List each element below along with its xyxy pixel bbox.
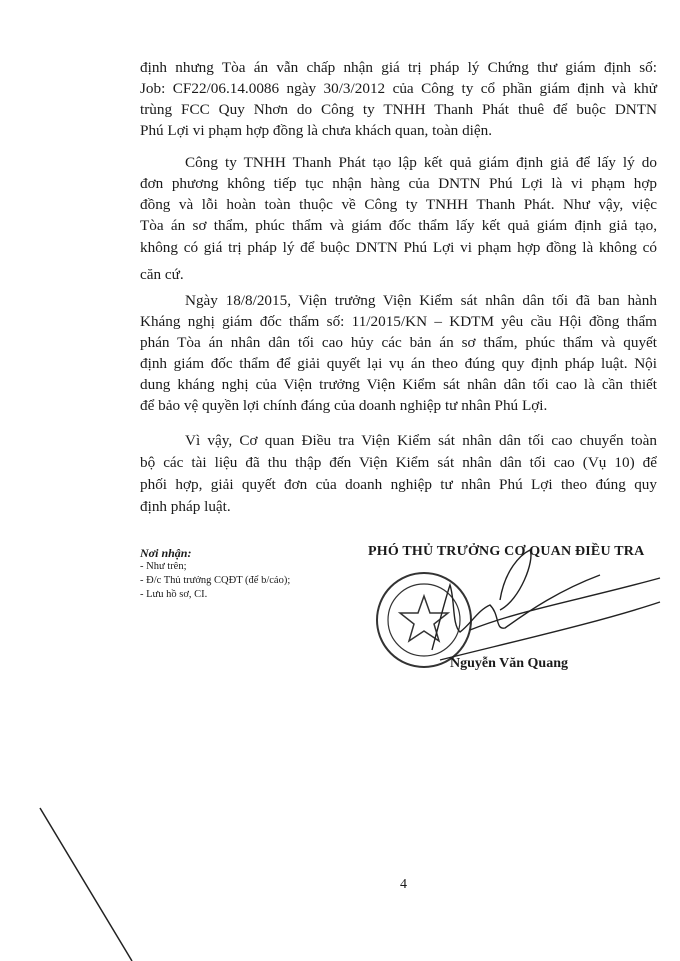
text-line: Công ty TNHH Thanh Phát tạo lập kết quả giám định giả để lấy lý do	[185, 154, 657, 171]
text-line: định nhưng Tòa án vẫn chấp nhận giá trị pháp lý Chứng thư giám định số:	[140, 59, 657, 76]
text-line: phán Tòa án nhân dân tối cao hủy các bản án sơ thẩm, phúc thẩm và quyết	[140, 334, 657, 351]
handwritten-signature	[432, 550, 660, 660]
recipient-item: - Lưu hồ sơ, CI.	[140, 589, 208, 600]
text-line: căn cứ.	[140, 266, 184, 283]
text-line: dung kháng nghị của Viện trưởng Viện Kiểm sát nhân dân tối cao là cần thiết	[140, 376, 657, 393]
text-line: bộ các tài liệu đã thu thập đến Viện Kiểm sát nhân dân tối cao (Vụ 10) để	[140, 454, 657, 471]
margin-diagonal-line	[40, 808, 132, 961]
text-line: Phú Lợi vi phạm hợp đồng là chưa khách quan, toàn diện.	[140, 122, 493, 139]
text-line: Vì vậy, Cơ quan Điều tra Viện Kiểm sát nhân dân tối cao chuyển toàn	[185, 432, 657, 449]
recipients-title: Nơi nhận:	[140, 546, 192, 560]
text-line: Job: CF22/06.14.0086 ngày 30/3/2012 của Công ty cổ phần giám định và khử	[140, 80, 657, 97]
official-stamp	[377, 573, 471, 667]
signer-name: Nguyễn Văn Quang	[450, 656, 569, 671]
recipient-item: - Đ/c Thủ trưởng CQĐT (để b/cáo);	[140, 575, 291, 586]
page-number: 4	[400, 877, 407, 892]
text-line: đồng và lỗi hoàn toàn thuộc về Công ty TNHH Thanh Phát. Như vậy, việc	[140, 196, 657, 213]
signer-title: PHÓ THỦ TRƯỞNG CƠ QUAN ĐIỀU TRA	[368, 544, 645, 559]
text-line: định pháp luật.	[140, 498, 231, 515]
recipient-item: - Như trên;	[140, 561, 187, 572]
text-line: để bảo vệ quyền lợi chính đáng của doanh nghiệp tư nhân Phú Lợi.	[140, 397, 548, 414]
text-line: phối hợp, giải quyết đơn của doanh nghiệp tư nhân Phú Lợi theo đúng quy	[140, 476, 657, 493]
text-line: Tòa án sơ thẩm, phúc thẩm và giám đốc thẩm lấy kết quả giám định giả tạo,	[140, 217, 657, 234]
text-line: định giám đốc thẩm để giải quyết lại vụ án theo đúng quy định pháp luật. Nội	[140, 355, 657, 372]
text-line: đơn phương không tiếp tục nhận hàng của DNTN Phú Lợi là vi phạm hợp	[140, 175, 657, 192]
text-line: Ngày 18/8/2015, Viện trưởng Viện Kiểm sát nhân dân tối đã ban hành	[185, 292, 657, 309]
text-line: Kháng nghị giám đốc thẩm số: 11/2015/KN – KDTM yêu cầu Hội đồng thẩm	[140, 313, 657, 330]
text-line: trùng FCC Quy Nhơn do Công ty TNHH Thanh Phát thuê để buộc DNTN	[140, 101, 657, 118]
text-line: không có giá trị pháp lý để buộc DNTN Phú Lợi vi phạm hợp đồng là không có	[140, 239, 657, 256]
